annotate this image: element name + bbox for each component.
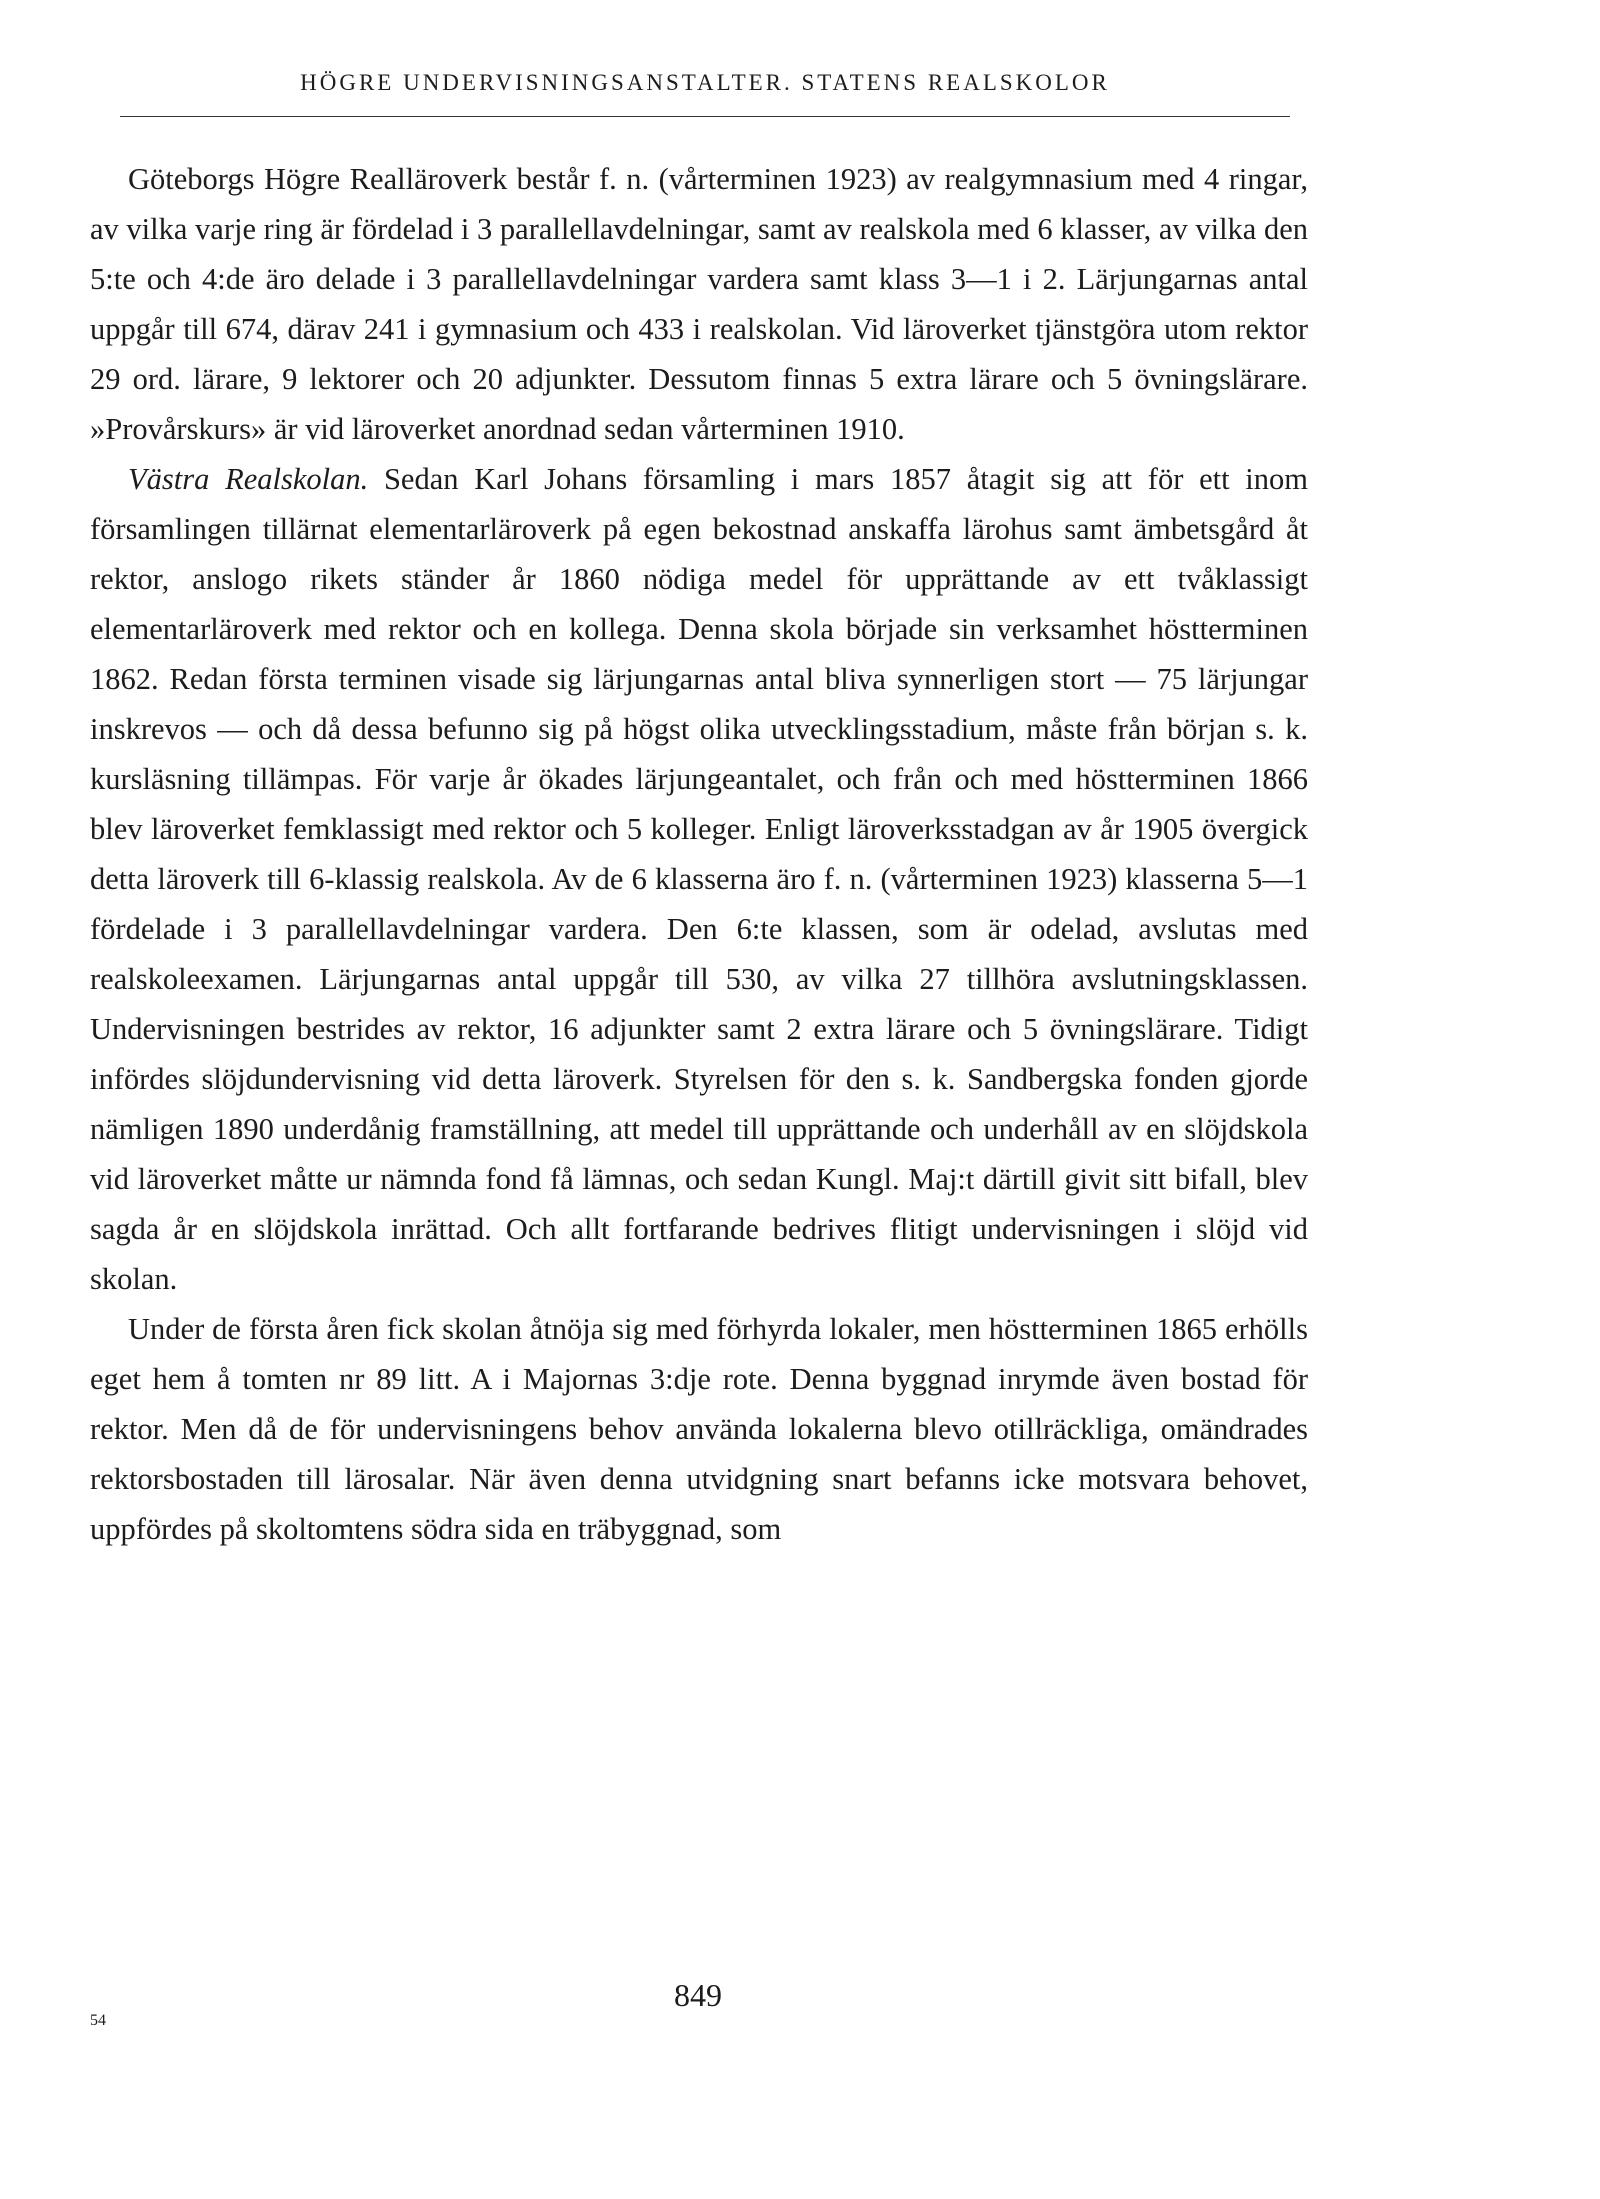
paragraph-2 [90,454,1308,1304]
header-rule [120,116,1290,117]
page-number: 849 [674,1977,722,2013]
paragraph-2-lead: Västra Realskolan. [128,462,369,496]
running-head: HÖGRE UNDERVISNINGSANSTALTER. STATENS REALSKOLOR [300,70,1110,95]
paragraph-1: Göteborgs Högre Realläroverk består f. n. (vårterminen 1923) av realgymnasium med 4 ringar, av vilka varje ring är fördelad i 3 parallellavdelningar, samt av realskola med 6 klasser, av vilka den 5:te och 4:de äro delade i 3 parallellavdelningar vardera samt klass 3—1 i 2. Lärjungarnas antal uppgår till 674, därav 241 i gymnasium och 433 i realskolan. Vid läroverket tjänstgöra utom rektor 29 ord. lärare, 9 lektorer och 20 adjunkter. Dessutom finnas 5 extra lärare och 5 övningslärare. »Provårskurs» är vid läroverket anordnad sedan vårterminen 1910. [90,162,1308,446]
body-text [90,154,1308,1554]
paragraph-3: Under de första åren fick skolan åtnöja sig med förhyrda lokaler, men höstterminen 1865 erhölls eget hem å tomten nr 89 litt. A i Majornas 3:dje rote. Denna byggnad inrymde även bostad för rektor. Men då de för undervisningens behov använda lokalerna blevo otillräckliga, omändrades rektorsbostaden till lärosalar. När även denna utvidgning snart befanns icke motsvara behovet, uppfördes på skoltomtens södra sida en träbyggnad, som [90,1312,1308,1546]
paragraph-2-text: Sedan Karl Johans församling i mars 1857 åtagit sig att för ett inom församlingen tillärnat elementarläroverk på egen bekostnad anskaffa lärohus samt ämbetsgård åt rektor, anslogo rikets ständer år 1860 nödiga medel för upprättande av ett tvåklassigt elementarläroverk med rektor och en kollega. Denna skola började sin verksamhet höstterminen 1862. Redan första terminen visade sig lärjungarnas antal bliva synnerligen stort — 75 lärjungar inskrevos — och då dessa befunno sig på högst olika utvecklingsstadium, måste från början s. k. kursläsning tillämpas. För varje år ökades lärjungeantalet, och från och med höstterminen 1866 blev läroverket femklassigt med rektor och 5 kolleger. Enligt läroverksstadgan av år 1905 övergick detta läroverk till 6-klassig realskola. Av de 6 klasserna äro f. n. (vårterminen 1923) klasserna 5—1 fördelade i 3 parallellavdelningar vardera. Den 6:te klassen, som är odelad, avslutas med realskoleexamen. Lärjungarnas antal uppgår till 530, av vilka 27 tillhöra avslutningsklassen. Undervisningen bestrides av rektor, 16 adjunkter samt 2 extra lärare och 5 övningslärare. Tidigt infördes slöjdundervisning vid detta läroverk. Styrelsen för den s. k. Sandbergska fonden gjorde nämligen 1890 underdånig framställning, att medel till upprättande och underhåll av en slöjdskola vid läroverket måtte ur nämnda fond få lämnas, och sedan Kungl. Maj:t därtill givit sitt bifall, blev sagda år en slöjdskola inrättad. Och allt fortfarande bedrives flitigt undervisningen i slöjd vid skolan. [90,462,1308,1296]
signature-mark: 54 [90,2012,106,2029]
